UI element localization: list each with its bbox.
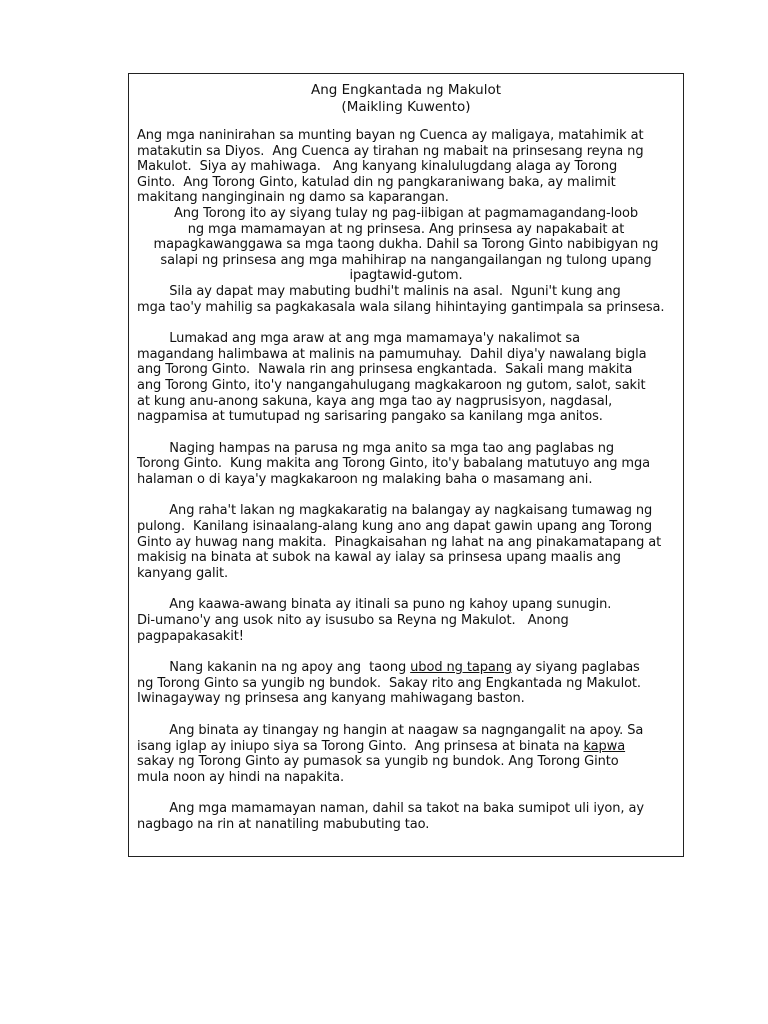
paragraph-6 xyxy=(137,503,675,581)
text-span: Nang kakanin na ng apoy ang taong xyxy=(137,660,411,676)
underlined-text: kapwa xyxy=(583,738,626,754)
text-line: makitang nanginginain ng damo sa kaparangan. xyxy=(137,190,449,206)
text-line: Ang mga naninirahan sa munting bayan ng Cuenca ay maligaya, matahimik at xyxy=(137,128,644,143)
text-line: ng Torong Ginto sa yungib ng bundok. Sakay rito ang Engkantada ng Makulot. xyxy=(137,675,641,691)
text-line: Ginto. Ang Torong Ginto, katulad din ng pangkaraniwang baka, ay malimit xyxy=(137,174,616,190)
paragraph-gap xyxy=(137,644,675,660)
text-line: Ang raha't lakan ng magkakaratig na balangay ay nagkaisang tumawag ng xyxy=(137,503,653,519)
paragraph-9 xyxy=(137,723,675,785)
text-line: Iwinagayway ng prinsesa ang kanyang mahiwagang baston. xyxy=(137,691,525,707)
text-line: mapagkawanggawa sa mga taong dukha. Dahil sa Torong Ginto nabibigyan ng xyxy=(153,237,659,253)
text-line: Torong Ginto. Kung makita ang Torong Ginto, ito'y babalang matutuyo ang mga xyxy=(137,456,650,472)
story-title: Ang Engkantada ng Makulot xyxy=(310,82,501,98)
text-line: matakutin sa Diyos. Ang Cuenca ay tirahan ng mabait na prinsesang reyna ng xyxy=(137,143,644,159)
text-line: makisig na binata at subok na kawal ay ialay sa prinsesa upang maalis ang xyxy=(137,550,621,566)
text-line: sakay ng Torong Ginto ay pumasok sa yungib ng bundok. Ang Torong Ginto xyxy=(137,754,619,770)
text-line: pulong. Kanilang isinaalang-alang kung ano ang dapat gawin upang ang Torong xyxy=(137,519,652,535)
text-line: Sila ay dapat may mabuting budhi't malinis na asal. Nguni't kung ang xyxy=(137,283,621,299)
paragraph-8 xyxy=(137,660,675,707)
text-line: nagpamisa at tumutupad ng sarisaring pangako sa kanilang mga anitos. xyxy=(137,409,603,425)
text-line: Ang kaawa-awang binata ay itinali sa puno ng kahoy upang sunugin. xyxy=(137,597,612,613)
title-block xyxy=(129,82,683,116)
paragraph-7 xyxy=(137,597,675,644)
text-line xyxy=(137,739,675,755)
text-line: ang Torong Ginto. Nawala rin ang prinsesa engkantada. Sakali mang makita xyxy=(137,362,633,378)
text-line: magandang halimbawa at malinis na pamumuhay. Dahil diya'y nawalang bigla xyxy=(137,346,647,362)
text-line: mula noon ay hindi na napakita. xyxy=(137,769,345,785)
text-line: pagpapakasakit! xyxy=(137,628,244,644)
text-line: Makulot. Siya ay mahiwaga. Ang kanyang kinalulugdang alaga ay Torong xyxy=(137,159,618,175)
paragraph-gap xyxy=(137,581,675,597)
text-line: Di-umano'y ang usok nito ay isusubo sa Reyna ng Makulot. Anong xyxy=(137,613,569,629)
paragraph-gap xyxy=(137,425,675,441)
story-page xyxy=(128,73,684,857)
paragraph-5 xyxy=(137,441,675,488)
text-line: ang Torong Ginto, ito'y nangangahulugang magkakaroon ng gutom, salot, sakit xyxy=(137,377,646,393)
text-line: Ginto ay huwag nang makita. Pinagkaisahan ng lahat na ang pinakamatapang at xyxy=(137,534,662,550)
text-line: Ang Torong ito ay siyang tulay ng pag-iibigan at pagmamagandang-loob xyxy=(173,205,639,221)
paragraph-gap xyxy=(137,785,675,801)
text-line: mga tao'y mahilig sa pagkakasala wala silang hihintaying gantimpala sa prinsesa. xyxy=(137,299,665,315)
text-line: kanyang galit. xyxy=(137,565,229,581)
text-line: Naging hampas na parusa ng mga anito sa mga tao ang paglabas ng xyxy=(137,440,615,456)
paragraph-3 xyxy=(137,284,675,315)
paragraph-1 xyxy=(137,128,675,206)
text-line xyxy=(137,660,675,676)
text-line: Ang binata ay tinangay ng hangin at naagaw sa nagngangalit na apoy. Sa xyxy=(137,723,644,738)
story-subtitle: (Maikling Kuwento) xyxy=(341,99,471,115)
text-line: salapi ng prinsesa ang mga mahihirap na nangangailangan ng tulong upang xyxy=(160,252,652,268)
text-line: Ang mga mamamayan naman, dahil sa takot na baka sumipot uli iyon, ay xyxy=(137,801,644,817)
text-span: isang iglap ay iniupo siya sa Torong Ginto. Ang prinsesa at binata na xyxy=(137,738,584,754)
text-line: ng mga mamamayan at ng prinsesa. Ang prinsesa ay napakabait at xyxy=(187,221,625,237)
paragraph-gap xyxy=(137,315,675,331)
paragraph-2 xyxy=(137,206,675,284)
text-line: nagbago na rin at nanatiling mabubuting tao. xyxy=(137,816,430,832)
text-span: ay siyang paglabas xyxy=(512,660,640,676)
text-line: at kung anu-anong sakuna, kaya ang mga tao ay nagprusisyon, nagdasal, xyxy=(137,393,613,409)
underlined-text: ubod ng tapang xyxy=(410,660,512,676)
paragraph-gap xyxy=(137,707,675,723)
paragraph-gap xyxy=(137,487,675,503)
paragraph-4 xyxy=(137,331,675,425)
text-line: Lumakad ang mga araw at ang mga mamamaya'y nakalimot sa xyxy=(137,331,580,347)
paragraph-10 xyxy=(137,801,675,832)
text-line: ipagtawid-gutom. xyxy=(349,268,463,284)
story-body xyxy=(137,128,675,833)
text-line: halaman o di kaya'y magkakaroon ng malaking baha o masamang ani. xyxy=(137,471,593,487)
